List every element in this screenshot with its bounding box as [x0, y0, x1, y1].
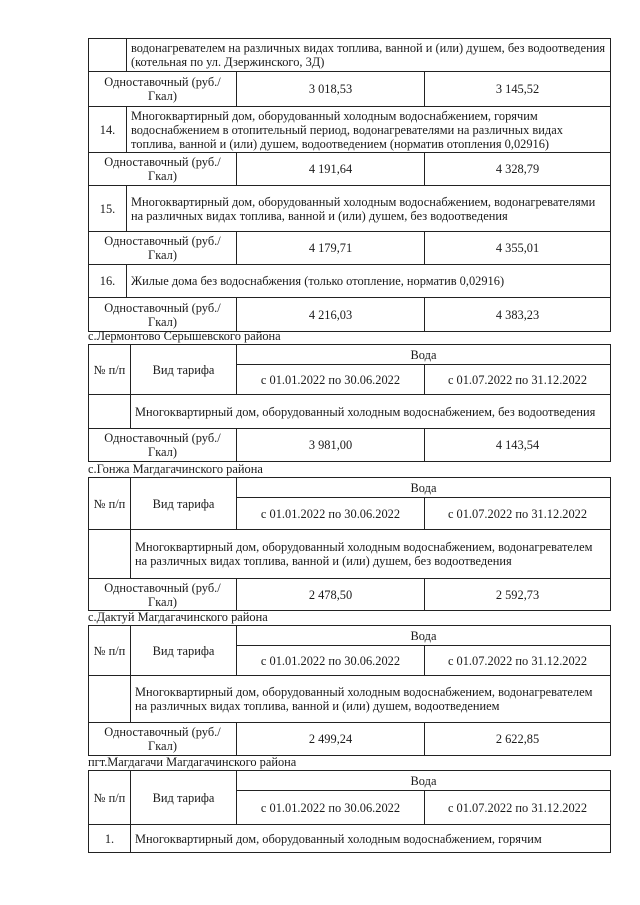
tariff-table-section [88, 770, 611, 853]
tariff-table-section [88, 625, 611, 756]
row-number: 1. [89, 825, 131, 853]
value-h1: 2 478,50 [237, 579, 425, 611]
header-tariff: Вид тарифа [131, 478, 237, 530]
header-number: № п/п [89, 626, 131, 676]
tariff-type: Одноставочный (руб./Гкал) [89, 429, 237, 462]
row-description: Многоквартирный дом, оборудованный холодным водоснабжением, горячим [131, 825, 611, 853]
tariff-type: Одноставочный (руб./Гкал) [89, 153, 237, 186]
table-row [89, 72, 611, 107]
header-period-1: с 01.01.2022 по 30.06.2022 [237, 365, 425, 395]
table-row [89, 723, 611, 756]
header-period-2: с 01.07.2022 по 31.12.2022 [425, 646, 611, 676]
table-row [89, 107, 611, 153]
header-period-1: с 01.01.2022 по 30.06.2022 [237, 646, 425, 676]
value-h2: 4 328,79 [425, 153, 611, 186]
row-description: Многоквартирный дом, оборудованный холодным водоснабжением, водонагревателем на различных видах топлива, ванной и (или) душем, без водоотведения [131, 530, 611, 579]
table-row [89, 825, 611, 853]
table-header-row [89, 771, 611, 791]
row-number: 15. [89, 186, 127, 232]
tariff-type: Одноставочный (руб./Гкал) [89, 723, 237, 756]
tariff-type: Одноставочный (руб./Гкал) [89, 72, 237, 107]
header-water: Вода [237, 478, 611, 498]
table-header-row [89, 626, 611, 646]
table-row [89, 530, 611, 579]
tariff-type: Одноставочный (руб./Гкал) [89, 298, 237, 332]
row-description: водонагревателем на различных видах топлива, ванной и (или) душем, без водоотведения (котельная по ул. Дзержинского, 3Д) [127, 39, 611, 72]
row-description: Многоквартирный дом, оборудованный холодным водоснабжением, водонагревателями на различных видах топлива, ванной и (или) душем, без водоотведения [127, 186, 611, 232]
value-h2: 4 383,23 [425, 298, 611, 332]
table-row [89, 579, 611, 611]
row-description: Многоквартирный дом, оборудованный холодным водоснабжением, горячим водоснабжением в отопительный период, водонагревателями на различных видах топлива, ванной и (или) душем, водоотведением (норматив отопления 0,02916) [127, 107, 611, 153]
header-period-2: с 01.07.2022 по 31.12.2022 [425, 498, 611, 530]
value-h2: 4 143,54 [425, 429, 611, 462]
header-tariff: Вид тарифа [131, 345, 237, 395]
tariff-table-continued [88, 38, 611, 332]
table-header-row [89, 478, 611, 498]
table-row [89, 186, 611, 232]
header-water: Вода [237, 345, 611, 365]
row-number [89, 530, 131, 579]
value-h1: 3 018,53 [237, 72, 425, 107]
value-h1: 4 191,64 [237, 153, 425, 186]
section-caption: с.Гонжа Магдагачинского района [88, 462, 263, 476]
tariff-table-section [88, 477, 611, 611]
header-water: Вода [237, 626, 611, 646]
row-number: 14. [89, 107, 127, 153]
row-description: Многоквартирный дом, оборудованный холодным водоснабжением, водонагревателем на различных видах топлива, ванной и (или) душем, водоотведением [131, 676, 611, 723]
header-number: № п/п [89, 345, 131, 395]
header-water: Вода [237, 771, 611, 791]
value-h1: 4 179,71 [237, 232, 425, 265]
table-row [89, 39, 611, 72]
tariff-type: Одноставочный (руб./Гкал) [89, 579, 237, 611]
header-period-1: с 01.01.2022 по 30.06.2022 [237, 498, 425, 530]
table-row [89, 676, 611, 723]
header-period-2: с 01.07.2022 по 31.12.2022 [425, 791, 611, 825]
value-h1: 2 499,24 [237, 723, 425, 756]
row-number: 16. [89, 265, 127, 298]
value-h1: 4 216,03 [237, 298, 425, 332]
row-number [89, 676, 131, 723]
row-description: Жилые дома без водоснабжения (только отопление, норматив 0,02916) [127, 265, 611, 298]
value-h2: 3 145,52 [425, 72, 611, 107]
table-row [89, 232, 611, 265]
row-number [89, 39, 127, 72]
header-number: № п/п [89, 478, 131, 530]
section-caption: с.Лермонтово Серышевского района [88, 329, 281, 343]
value-h2: 4 355,01 [425, 232, 611, 265]
table-row [89, 395, 611, 429]
section-caption: с.Дактуй Магдагачинского района [88, 610, 268, 624]
value-h1: 3 981,00 [237, 429, 425, 462]
header-number: № п/п [89, 771, 131, 825]
table-row [89, 298, 611, 332]
value-h2: 2 622,85 [425, 723, 611, 756]
row-number [89, 395, 131, 429]
table-row [89, 429, 611, 462]
row-description: Многоквартирный дом, оборудованный холодным водоснабжением, без водоотведения [131, 395, 611, 429]
table-row [89, 153, 611, 186]
tariff-table-section [88, 344, 611, 462]
header-tariff: Вид тарифа [131, 626, 237, 676]
value-h2: 2 592,73 [425, 579, 611, 611]
tariff-type: Одноставочный (руб./Гкал) [89, 232, 237, 265]
table-row [89, 265, 611, 298]
header-period-2: с 01.07.2022 по 31.12.2022 [425, 365, 611, 395]
header-period-1: с 01.01.2022 по 30.06.2022 [237, 791, 425, 825]
section-caption: пгт.Магдагачи Магдагачинского района [88, 755, 297, 769]
table-header-row [89, 345, 611, 365]
header-tariff: Вид тарифа [131, 771, 237, 825]
